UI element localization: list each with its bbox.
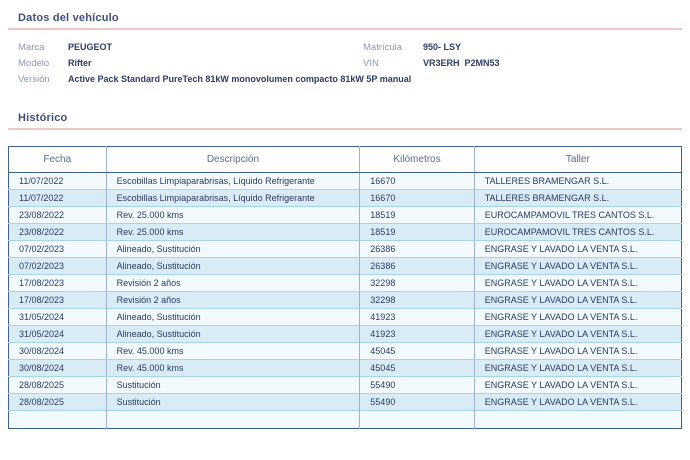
cell-fecha: 07/02/2023 bbox=[9, 258, 107, 275]
section-history bbox=[8, 112, 682, 429]
cell-descripcion: Alineado, Sustitución bbox=[106, 258, 360, 275]
cell-taller: TALLERES BRAMENGAR S.L. bbox=[474, 173, 681, 190]
table-row bbox=[9, 224, 682, 241]
cell-fecha: 23/08/2022 bbox=[9, 224, 107, 241]
cell-fecha: 17/08/2023 bbox=[9, 292, 107, 309]
table-row bbox=[9, 258, 682, 275]
section-title-history: Histórico bbox=[18, 112, 68, 124]
field-row-modelo bbox=[18, 58, 363, 69]
field-row-matricula bbox=[363, 42, 682, 53]
cell-descripcion: Rev. 25.000 kms bbox=[106, 207, 360, 224]
col-header-kilometros: Kilómetros bbox=[360, 147, 474, 173]
cell-taller: ENGRASE Y LAVADO LA VENTA S.L. bbox=[474, 309, 681, 326]
section-divider bbox=[8, 28, 682, 30]
cell-fecha: 31/05/2024 bbox=[9, 326, 107, 343]
table-row bbox=[9, 275, 682, 292]
cell-descripcion: Escobillas Limpiaparabrisas, Líquido Refrigerante bbox=[106, 190, 360, 207]
cell-taller: ENGRASE Y LAVADO LA VENTA S.L. bbox=[474, 258, 681, 275]
cell-fecha: 28/08/2025 bbox=[9, 394, 107, 411]
cell-taller: ENGRASE Y LAVADO LA VENTA S.L. bbox=[474, 343, 681, 360]
section-title-vehicle: Datos del vehículo bbox=[18, 12, 119, 24]
field-value-vin: VR3ERH P2MN53 bbox=[423, 58, 500, 68]
field-value-version: Active Pack Standard PureTech 81kW monovolumen compacto 81kW 5P manual bbox=[68, 74, 412, 84]
cell-fecha bbox=[9, 411, 107, 429]
cell-fecha: 17/08/2023 bbox=[9, 275, 107, 292]
cell-descripcion: Rev. 45.000 kms bbox=[106, 360, 360, 377]
table-row bbox=[9, 377, 682, 394]
cell-taller: ENGRASE Y LAVADO LA VENTA S.L. bbox=[474, 326, 681, 343]
section-vehicle-data bbox=[8, 12, 682, 90]
cell-taller: ENGRASE Y LAVADO LA VENTA S.L. bbox=[474, 394, 681, 411]
col-header-descripcion: Descripción bbox=[106, 147, 360, 173]
field-label-modelo: Modelo bbox=[18, 58, 50, 69]
cell-taller: TALLERES BRAMENGAR S.L. bbox=[474, 190, 681, 207]
table-row bbox=[9, 292, 682, 309]
field-row-vin bbox=[363, 58, 682, 69]
cell-taller: ENGRASE Y LAVADO LA VENTA S.L. bbox=[474, 275, 681, 292]
cell-fecha: 23/08/2022 bbox=[9, 207, 107, 224]
col-header-taller: Taller bbox=[474, 147, 681, 173]
cell-kilometros: 26386 bbox=[360, 241, 474, 258]
cell-descripcion: Rev. 45.000 kms bbox=[106, 343, 360, 360]
cell-fecha: 30/08/2024 bbox=[9, 360, 107, 377]
cell-descripcion bbox=[106, 411, 360, 429]
field-label-version: Versión bbox=[18, 74, 50, 85]
history-table-header-row bbox=[9, 147, 682, 173]
table-row bbox=[9, 190, 682, 207]
cell-descripcion: Escobillas Limpiaparabrisas, Líquido Refrigerante bbox=[106, 173, 360, 190]
cell-kilometros bbox=[360, 411, 474, 429]
cell-taller: ENGRASE Y LAVADO LA VENTA S.L. bbox=[474, 292, 681, 309]
field-row-version bbox=[18, 74, 412, 85]
cell-descripcion: Sustitución bbox=[106, 377, 360, 394]
cell-kilometros: 45045 bbox=[360, 343, 474, 360]
cell-fecha: 30/08/2024 bbox=[9, 343, 107, 360]
cell-descripcion: Alineado, Sustitución bbox=[106, 309, 360, 326]
field-label-vin: VIN bbox=[363, 58, 379, 69]
cell-descripcion: Alineado, Sustitución bbox=[106, 241, 360, 258]
cell-taller: ENGRASE Y LAVADO LA VENTA S.L. bbox=[474, 360, 681, 377]
cell-descripcion: Revisión 2 años bbox=[106, 275, 360, 292]
col-header-fecha: Fecha bbox=[9, 147, 107, 173]
cell-kilometros: 18519 bbox=[360, 207, 474, 224]
cell-taller: ENGRASE Y LAVADO LA VENTA S.L. bbox=[474, 377, 681, 394]
field-label-marca: Marca bbox=[18, 42, 45, 53]
field-row-marca bbox=[18, 42, 363, 53]
cell-descripcion: Rev. 25.000 kms bbox=[106, 224, 360, 241]
cell-kilometros: 32298 bbox=[360, 292, 474, 309]
cell-kilometros: 16670 bbox=[360, 173, 474, 190]
cell-fecha: 11/07/2022 bbox=[9, 190, 107, 207]
field-value-matricula: 950- LSY bbox=[423, 42, 462, 52]
cell-taller: ENGRASE Y LAVADO LA VENTA S.L. bbox=[474, 241, 681, 258]
cell-kilometros: 45045 bbox=[360, 360, 474, 377]
vehicle-fields-grid bbox=[18, 42, 682, 90]
cell-fecha: 11/07/2022 bbox=[19, 176, 64, 186]
cell-descripcion: Alineado, Sustitución bbox=[106, 326, 360, 343]
cell-descripcion: Sustitución bbox=[106, 394, 360, 411]
cell-kilometros: 18519 bbox=[360, 224, 474, 241]
field-value-marca: PEUGEOT bbox=[68, 42, 113, 52]
cell-kilometros: 41923 bbox=[360, 309, 474, 326]
cell-fecha: 07/02/2023 bbox=[9, 241, 107, 258]
table-row bbox=[9, 343, 682, 360]
table-row bbox=[9, 411, 682, 429]
cell-taller bbox=[474, 411, 681, 429]
cell-kilometros: 55490 bbox=[360, 394, 474, 411]
cell-kilometros: 55490 bbox=[360, 377, 474, 394]
cell-kilometros: 32298 bbox=[360, 275, 474, 292]
table-row bbox=[9, 207, 682, 224]
cell-descripcion: Revisión 2 años bbox=[106, 292, 360, 309]
cell-fecha: 28/08/2025 bbox=[9, 377, 107, 394]
table-row bbox=[9, 326, 682, 343]
history-table-body bbox=[9, 173, 682, 429]
table-row bbox=[9, 241, 682, 258]
cell-kilometros: 41923 bbox=[360, 326, 474, 343]
table-row bbox=[9, 360, 682, 377]
table-row bbox=[9, 309, 682, 326]
cell-kilometros: 26386 bbox=[360, 258, 474, 275]
cell-fecha: 31/05/2024 bbox=[9, 309, 107, 326]
field-value-modelo: Rifter bbox=[68, 58, 92, 68]
table-row bbox=[9, 394, 682, 411]
cell-taller: EUROCAMPAMOVIL TRES CANTOS S.L. bbox=[474, 207, 681, 224]
field-label-matricula: Matrícula bbox=[363, 42, 403, 53]
cell-kilometros: 16670 bbox=[360, 190, 474, 207]
section-divider bbox=[8, 128, 682, 130]
history-table bbox=[8, 146, 682, 429]
cell-taller: EUROCAMPAMOVIL TRES CANTOS S.L. bbox=[474, 224, 681, 241]
table-row bbox=[9, 173, 682, 190]
vehicle-fields-right bbox=[363, 42, 682, 90]
